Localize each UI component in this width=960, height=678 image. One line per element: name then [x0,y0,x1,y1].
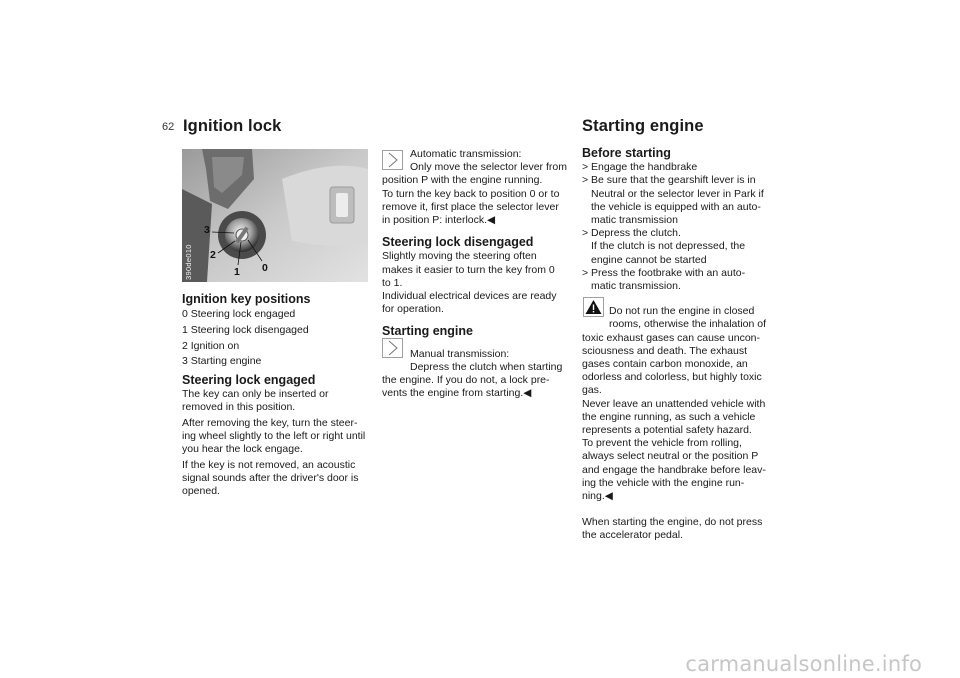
list-item [582,267,782,293]
text-line: The key can only be inserted or [182,387,329,400]
text-line: makes it easier to turn the key from 0 [382,263,555,276]
text-line: for operation. [382,303,444,316]
text-line: signal sounds after the driver's door is [182,471,359,484]
right-column [582,147,782,543]
text-line: If the clutch is not depressed, the [591,240,746,253]
text-line: Never leave an unattended vehicle with [582,397,766,410]
text-line: represents a potential safety hazard. [582,424,752,437]
page-title-ignition-lock: Ignition lock [183,117,282,135]
key-position-item: 3 Starting engine [182,355,262,368]
text-line: the vehicle is equipped with an auto- [591,200,761,213]
warning-icon [583,297,604,317]
middle-column [382,148,577,400]
text-line: rooms, otherwise the inhalation of [609,318,767,331]
text-line: Depress the clutch when starting [410,360,563,373]
ignition-lock-figure [182,149,368,282]
bullet-marker: > [582,174,589,187]
text-line: engine cannot be started [591,253,707,266]
text-line: odorless and colorless, but highly toxic [582,371,762,384]
text-line: toxic exhaust gases can cause uncon- [582,331,761,344]
text-line: matic transmission [591,214,678,227]
text-line: Slightly moving the steering often [382,250,537,263]
key-position-item: 2 Ignition on [182,339,240,352]
text-line: After removing the key, turn the steer- [182,416,358,429]
note-icon [382,338,403,358]
text-line: sciousness and death. The exhaust [582,344,748,357]
text-line: the accelerator pedal. [582,529,683,542]
heading-steering-lock-disengaged: Steering lock disengaged [382,235,534,250]
text-line: remove it, first place the selector lever [382,200,559,213]
text-line: Engage the handbrake [591,161,698,174]
text-line: ing the vehicle with the engine run- [582,476,745,489]
text-line: in position P: interlock.◀ [382,214,496,227]
key-position-item: 1 Steering lock disengaged [182,323,309,336]
bullet-marker: > [582,227,589,240]
heading-ignition-key-positions: Ignition key positions [182,292,311,306]
text-line: ning.◀ [582,490,613,503]
text-line: Be sure that the gearshift lever is in [591,174,756,187]
text-line: gases contain carbon monoxide, an [582,358,748,371]
key-position-item: 0 Steering lock engaged [182,308,296,321]
watermark: carmanualsonline.info [685,652,922,676]
heading-starting-engine: Starting engine [382,324,473,339]
image-code: 390de010 [184,244,193,280]
text-line: the engine running, as such a vehicle [582,410,756,423]
left-column [182,293,372,498]
callout-0: 0 [262,262,268,274]
text-line: Press the footbrake with an auto- [591,266,746,279]
page-title-starting-engine: Starting engine [582,117,704,135]
text-line: When starting the engine, do not press [582,516,763,529]
text-line: To prevent the vehicle from rolling, [582,437,742,450]
text-line: ing wheel slightly to the left or right until [182,429,366,442]
bullet-marker: > [582,266,589,279]
text-line: matic transmission. [591,280,681,293]
text-line: and engage the handbrake before leav- [582,463,766,476]
bullet-marker: > [582,161,589,174]
list-item [582,174,782,227]
text-line: Neutral or the selector lever in Park if [591,187,764,200]
footer [0,652,960,678]
text-line: position P with the engine running. [382,174,543,187]
callout-2: 2 [210,249,216,261]
text-line: always select neutral or the position P [582,450,759,463]
callout-1: 1 [234,266,240,278]
text-line: removed in this position. [182,400,296,413]
text-line: the engine. If you do not, a lock pre- [382,374,550,387]
text-line: Manual transmission: [410,347,510,360]
text-line: gas. [582,384,602,397]
text-line: To turn the key back to position 0 or to [382,187,560,200]
text-line: If the key is not removed, an acoustic [182,458,356,471]
ignition-lock-illustration [182,149,368,282]
page-number: 62 [162,121,175,133]
list-item [582,227,782,267]
callout-3: 3 [204,224,210,236]
text-line: to 1. [382,276,403,289]
text-line: Automatic transmission: [410,148,522,160]
text-line: Depress the clutch. [591,227,681,240]
text-line: opened. [182,485,220,498]
text-line: vents the engine from starting.◀ [382,387,532,400]
heading-steering-lock-engaged: Steering lock engaged [182,372,316,387]
text-line: Individual electrical devices are ready [382,290,557,303]
text-line: Only move the selector lever from [410,161,567,174]
heading-before-starting: Before starting [582,146,671,160]
text-line: Do not run the engine in closed [609,305,755,318]
text-line: you hear the lock engage. [182,443,303,456]
list-item [582,161,782,174]
